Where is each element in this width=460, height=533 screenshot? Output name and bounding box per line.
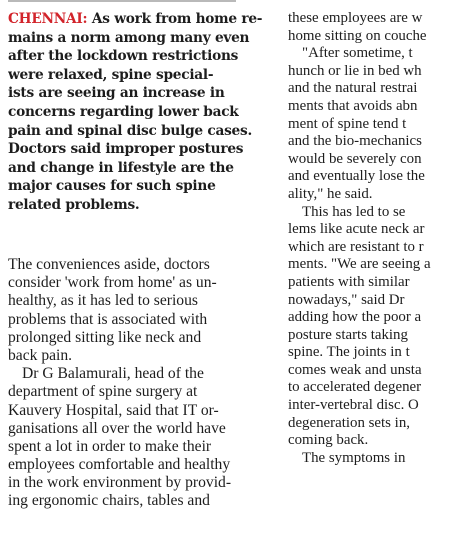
top-divider-rule: [8, 0, 236, 2]
body-line: posture starts taking: [288, 326, 408, 343]
body-line: comes weak and unsta: [288, 361, 422, 378]
lead-line: major causes for such spine: [8, 178, 216, 195]
body-line: and the natural restrai: [288, 80, 418, 97]
body-line: in the work environment by provid-: [8, 474, 232, 492]
clipping-edge-fade: [454, 0, 460, 533]
body-line: home sitting on couche: [288, 27, 427, 44]
body-line: ality," he said.: [288, 185, 373, 202]
body-line: spent a lot in order to make their: [8, 437, 212, 455]
body-line: consider 'work from home' as un-: [8, 274, 217, 292]
body-line: would be severely con: [288, 150, 422, 167]
body-line: healthy, as it has led to serious: [8, 292, 198, 310]
lead-line: related problems.: [8, 196, 140, 213]
body-line: prolonged sitting like neck and: [8, 328, 202, 346]
body-line: problems that is associated with: [8, 310, 208, 328]
body-line: department of spine surgery at: [8, 383, 198, 401]
body-line: and the bio-mechanics: [288, 133, 422, 150]
body-line: and eventually lose the: [288, 168, 425, 185]
body-line: degeneration sets in,: [288, 414, 410, 431]
body-line: ments that avoids abn: [288, 97, 418, 114]
lead-line: were relaxed, spine special-: [8, 66, 214, 83]
body-line: The symptoms in: [302, 449, 406, 466]
body-line: ing ergonomic chairs, tables and: [8, 492, 210, 510]
left-body-text: [8, 256, 231, 511]
body-line: ganisations all over the world have: [8, 419, 226, 437]
body-line: back pain.: [8, 346, 73, 364]
body-line: ments. "We are seeing a: [288, 256, 431, 273]
lead-line-1-text: As work from home re-: [91, 11, 263, 27]
lead-line: pain and spinal disc bulge cases.: [8, 122, 252, 139]
body-line: adding how the poor a: [288, 309, 422, 326]
body-line: spine. The joints in t: [288, 344, 410, 361]
body-line: hunch or lie in bed wh: [288, 62, 422, 79]
dateline: CHENNAI:: [8, 11, 88, 27]
body-line: Kauvery Hospital, said that IT or-: [8, 401, 219, 419]
body-line: nowadays," said Dr: [288, 291, 405, 308]
body-line: which are resistant to r: [288, 238, 424, 255]
body-line: coming back.: [288, 432, 369, 449]
body-line: lems like acute neck ar: [288, 221, 425, 238]
body-line: patients with similar: [288, 273, 410, 290]
lead-line: and change in lifestyle are the: [8, 159, 234, 176]
lead-line: Doctors said improper postures: [8, 141, 244, 158]
body-line: This has led to se: [302, 203, 406, 220]
lead-line: mains a norm among many even: [8, 29, 250, 46]
lead-line: concerns regarding lower back: [8, 103, 239, 120]
body-line: inter-vertebral disc. O: [288, 397, 419, 414]
body-line: Dr G Balamurali, head of the: [22, 365, 204, 383]
lead-line: ists are seeing an increase in: [8, 85, 225, 102]
lead-line-1: [8, 10, 262, 29]
lead-line: after the lockdown restrictions: [8, 48, 239, 65]
body-line: employees comfortable and healthy: [8, 456, 231, 474]
body-line: "After sometime, t: [302, 45, 413, 62]
right-body-text: [288, 10, 431, 467]
lead-paragraph: [8, 10, 262, 215]
body-line: these employees are w: [288, 10, 423, 26]
body-line: The conveniences aside, doctors: [8, 256, 210, 273]
body-line: ment of spine tend t: [288, 115, 407, 132]
body-line: to accelerated degener: [288, 379, 422, 396]
